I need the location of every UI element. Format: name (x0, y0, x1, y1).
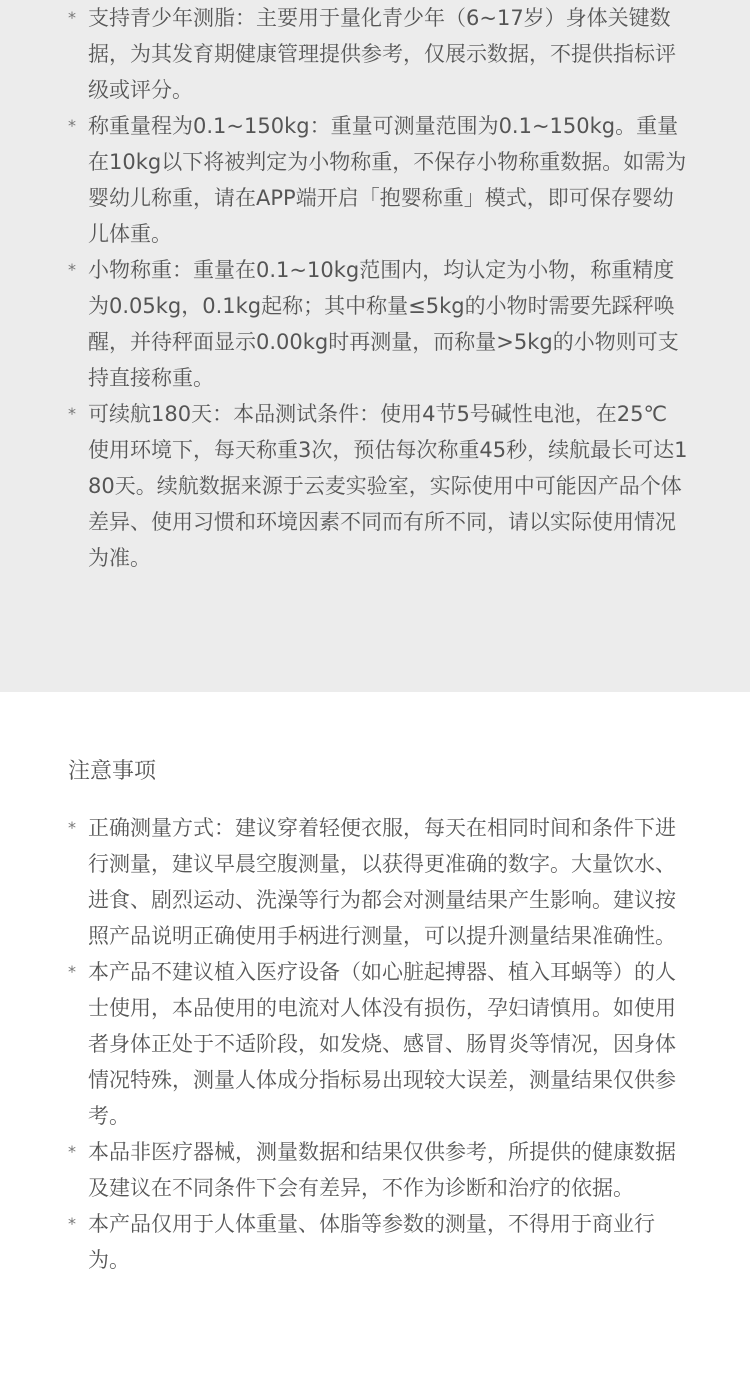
note-item-text: 本产品仅用于人体重量、体脂等参数的测量，不得用于商业行为。 (88, 1212, 655, 1272)
bullet-asterisk: * (68, 1214, 76, 1233)
notes-title: 注意事项 (68, 759, 157, 784)
bullet-asterisk: * (68, 404, 76, 423)
bullet-asterisk: * (68, 260, 76, 279)
bullet-asterisk: * (68, 8, 76, 27)
note-item-no-commercial (68, 1206, 688, 1278)
note-item-medical-devices (68, 954, 688, 1134)
spec-item-small-object (68, 252, 688, 396)
spec-item-text: 可续航180天：本品测试条件：使用4节5号碱性电池，在25℃使用环境下，每天称重3次，预估每次称重45秒，续航最长可达180天。续航数据来源于云麦实验室，实际使用中可能因产品个体差异、使用习惯和环境因素不同而有所不同，请以实际使用情况为准。 (88, 402, 688, 570)
note-item-measurement-method (68, 810, 688, 954)
note-item-text: 本品非医疗器械，测量数据和结果仅供参考，所提供的健康数据及建议在不同条件下会有差异，不作为诊断和治疗的依据。 (88, 1140, 676, 1200)
note-item-text: 正确测量方式：建议穿着轻便衣服，每天在相同时间和条件下进行测量，建议早晨空腹测量，以获得更准确的数字。大量饮水、进食、剧烈运动、洗澡等行为都会对测量结果产生影响。建议按照产品说明正确使用手柄进行测量，可以提升测量结果准确性。 (88, 816, 676, 948)
bullet-asterisk: * (68, 1142, 76, 1161)
spec-item-text: 支持青少年测脂：主要用于量化青少年（6~17岁）身体关键数据，为其发育期健康管理提供参考，仅展示数据，不提供指标评级或评分。 (88, 6, 676, 102)
bullet-asterisk: * (68, 818, 76, 837)
spec-item-text: 小物称重：重量在0.1~10kg范围内，均认定为小物，称重精度为0.05kg，0.1kg起称；其中称量≤5kg的小物时需要先踩秤唤醒，并待秤面显示0.00kg时再测量，而称量>5kg的小物则可支持直接称重。 (88, 258, 679, 390)
notes-section (0, 692, 750, 1383)
note-item-not-medical (68, 1134, 688, 1206)
spec-item-weight-range (68, 108, 688, 252)
bullet-asterisk: * (68, 116, 76, 135)
spec-item-text: 称重量程为0.1~150kg：重量可测量范围为0.1~150kg。重量在10kg以下将被判定为小物称重，不保存小物称重数据。如需为婴幼儿称重，请在APP端开启「抱婴称重」模式，即可保存婴幼儿体重。 (88, 114, 687, 246)
specs-list (68, 0, 688, 576)
spec-item-teen-fat (68, 0, 688, 108)
bullet-asterisk: * (68, 962, 76, 981)
note-item-text: 本产品不建议植入医疗设备（如心脏起搏器、植入耳蜗等）的人士使用，本品使用的电流对人体没有损伤，孕妇请慎用。如使用者身体正处于不适阶段，如发烧、感冒、肠胃炎等情况，因身体情况特殊，测量人体成分指标易出现较大误差，测量结果仅供参考。 (88, 960, 676, 1128)
spec-item-battery-life (68, 396, 688, 576)
notes-list (68, 810, 688, 1278)
